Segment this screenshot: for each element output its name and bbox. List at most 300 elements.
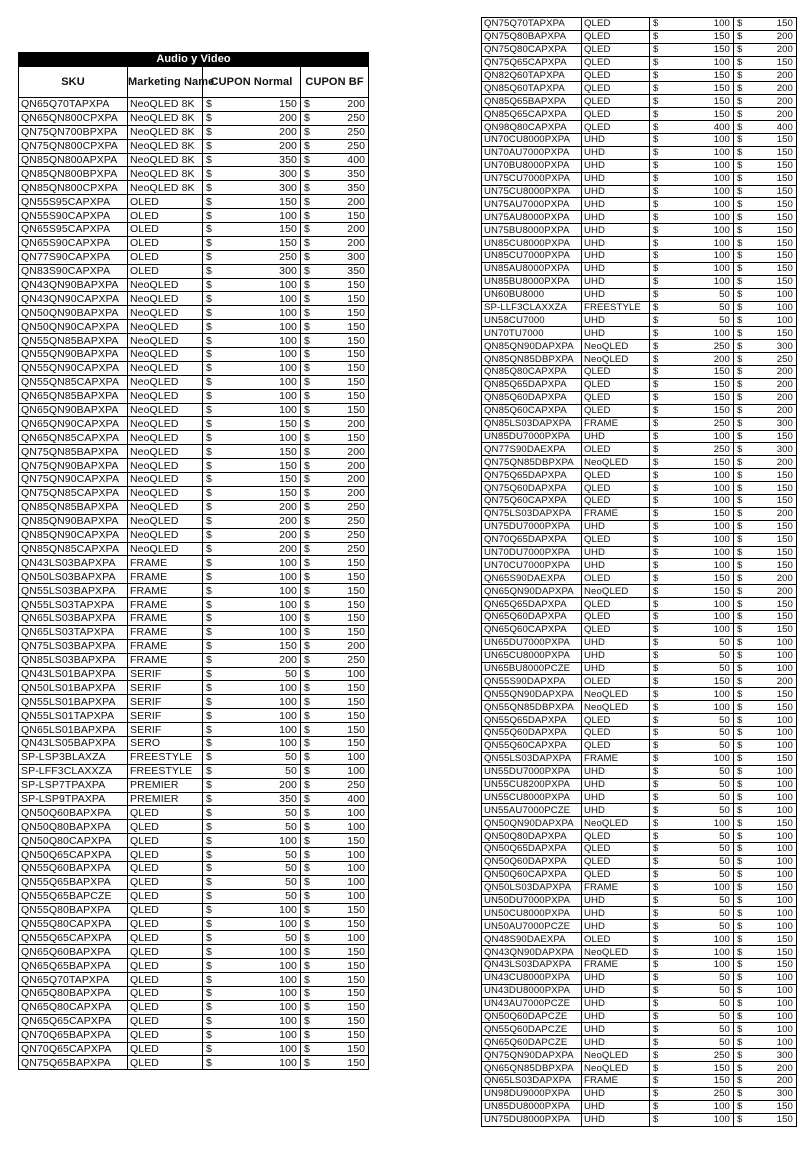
- currency-symbol: $: [734, 881, 752, 894]
- marketing-name-cell: QLED: [582, 82, 650, 95]
- sku-cell: QN83S90CAPXPA: [19, 264, 128, 278]
- marketing-name-cell: UHD: [582, 211, 650, 224]
- sku-cell: QN65LS01BAPXPA: [19, 723, 128, 737]
- cupon-bf-cell: 150: [752, 1113, 797, 1126]
- cupon-normal-cell: 200: [221, 139, 301, 153]
- currency-symbol: $: [650, 18, 668, 31]
- cupon-bf-cell: 200: [752, 30, 797, 43]
- cupon-normal-cell: 100: [668, 1100, 734, 1113]
- marketing-name-cell: NeoQLED: [582, 353, 650, 366]
- currency-symbol: $: [301, 417, 319, 431]
- table-row: [482, 18, 797, 31]
- sku-cell: UN75AU8000PXPA: [482, 211, 582, 224]
- currency-symbol: $: [650, 791, 668, 804]
- marketing-name-cell: NeoQLED: [128, 278, 203, 292]
- table-row: [482, 817, 797, 830]
- cupon-normal-cell: 50: [668, 971, 734, 984]
- cupon-bf-cell: 150: [752, 56, 797, 69]
- cupon-bf-cell: 100: [752, 288, 797, 301]
- sku-cell: SP-LSP3BLAXZA: [19, 750, 128, 764]
- currency-symbol: $: [203, 223, 221, 237]
- currency-symbol: $: [734, 1075, 752, 1088]
- sku-cell: QN85LS03DAPXPA: [482, 417, 582, 430]
- currency-symbol: $: [650, 82, 668, 95]
- currency-symbol: $: [650, 1023, 668, 1036]
- marketing-name-cell: SERIF: [128, 681, 203, 695]
- currency-symbol: $: [203, 264, 221, 278]
- marketing-name-cell: FRAME: [128, 584, 203, 598]
- currency-symbol: $: [203, 834, 221, 848]
- sku-cell: UN65CU8000PXPA: [482, 649, 582, 662]
- currency-symbol: $: [203, 486, 221, 500]
- currency-symbol: $: [203, 320, 221, 334]
- currency-symbol: $: [650, 146, 668, 159]
- cupon-bf-cell: 150: [752, 237, 797, 250]
- marketing-name-cell: NeoQLED: [582, 456, 650, 469]
- table-row: [19, 320, 369, 334]
- marketing-name-cell: UHD: [582, 288, 650, 301]
- currency-symbol: $: [301, 584, 319, 598]
- cupon-normal-cell: 100: [668, 559, 734, 572]
- marketing-name-cell: OLED: [128, 264, 203, 278]
- cupon-bf-cell: 300: [752, 443, 797, 456]
- currency-symbol: $: [650, 933, 668, 946]
- marketing-name-cell: FRAME: [582, 752, 650, 765]
- cupon-normal-cell: 50: [668, 1036, 734, 1049]
- sku-cell: QN85LS03BAPXPA: [19, 653, 128, 667]
- cupon-bf-cell: 150: [752, 959, 797, 972]
- currency-symbol: $: [734, 649, 752, 662]
- currency-symbol: $: [650, 959, 668, 972]
- marketing-name-cell: UHD: [582, 1036, 650, 1049]
- cupon-bf-cell: 250: [319, 528, 369, 542]
- marketing-name-cell: FRAME: [128, 598, 203, 612]
- currency-symbol: $: [301, 1028, 319, 1042]
- marketing-name-cell: NeoQLED: [128, 306, 203, 320]
- cupon-bf-cell: 150: [319, 987, 369, 1001]
- marketing-name-cell: UHD: [582, 907, 650, 920]
- cupon-bf-cell: 150: [319, 917, 369, 931]
- marketing-name-cell: QLED: [582, 43, 650, 56]
- marketing-name-cell: FRAME: [582, 417, 650, 430]
- marketing-name-cell: NeoQLED 8K: [128, 98, 203, 112]
- cupon-normal-cell: 300: [221, 181, 301, 195]
- table-row: [482, 404, 797, 417]
- currency-symbol: $: [301, 320, 319, 334]
- currency-symbol: $: [203, 639, 221, 653]
- currency-symbol: $: [203, 98, 221, 112]
- sku-cell: QN65Q65CAPXPA: [19, 1014, 128, 1028]
- cupon-bf-cell: 300: [752, 417, 797, 430]
- cupon-normal-cell: 150: [221, 459, 301, 473]
- currency-symbol: $: [203, 139, 221, 153]
- currency-symbol: $: [203, 973, 221, 987]
- cupon-normal-cell: 100: [221, 945, 301, 959]
- marketing-name-cell: NeoQLED 8K: [128, 153, 203, 167]
- sku-cell: UN43CU8000PXPA: [482, 971, 582, 984]
- sku-cell: QN70Q65DAPXPA: [482, 533, 582, 546]
- currency-symbol: $: [203, 945, 221, 959]
- table-row: [19, 695, 369, 709]
- table-row: [482, 649, 797, 662]
- cupon-bf-cell: 100: [752, 726, 797, 739]
- currency-symbol: $: [650, 211, 668, 224]
- sku-cell: QN50Q65DAPXPA: [482, 843, 582, 856]
- currency-symbol: $: [650, 262, 668, 275]
- marketing-name-cell: FRAME: [582, 959, 650, 972]
- table-row: [19, 167, 369, 181]
- currency-symbol: $: [734, 43, 752, 56]
- cupon-bf-cell: 150: [319, 834, 369, 848]
- currency-symbol: $: [734, 30, 752, 43]
- currency-symbol: $: [650, 778, 668, 791]
- table-row: [482, 559, 797, 572]
- marketing-name-cell: NeoQLED: [128, 389, 203, 403]
- currency-symbol: $: [650, 920, 668, 933]
- cupon-normal-cell: 100: [668, 159, 734, 172]
- sku-cell: QN70Q65CAPXPA: [19, 1042, 128, 1056]
- marketing-name-cell: UHD: [582, 1023, 650, 1036]
- sku-cell: QN85Q65CAPXPA: [482, 108, 582, 121]
- currency-symbol: $: [203, 556, 221, 570]
- sku-cell: QN55LS03TAPXPA: [19, 598, 128, 612]
- sku-cell: QN85Q60TAPXPA: [482, 82, 582, 95]
- cupon-bf-cell: 250: [319, 111, 369, 125]
- currency-symbol: $: [650, 121, 668, 134]
- sku-cell: UN50CU8000PXPA: [482, 907, 582, 920]
- header-cupon-bf: CUPON BF: [301, 67, 369, 98]
- sku-cell: QN75Q65DAPXPA: [482, 469, 582, 482]
- header-sku: SKU: [19, 67, 128, 98]
- marketing-name-cell: QLED: [128, 1028, 203, 1042]
- currency-symbol: $: [734, 946, 752, 959]
- sku-cell: UN55AU7000PCZE: [482, 804, 582, 817]
- currency-symbol: $: [203, 695, 221, 709]
- cupon-normal-cell: 50: [221, 764, 301, 778]
- sku-cell: QN65QN90DAPXPA: [482, 585, 582, 598]
- header-marketing-name: Marketing Name: [128, 67, 203, 98]
- sku-cell: SP-LLF3CLAXXZA: [482, 301, 582, 314]
- cupon-normal-cell: 100: [668, 546, 734, 559]
- cupon-normal-cell: 100: [221, 736, 301, 750]
- cupon-bf-cell: 200: [752, 1062, 797, 1075]
- sku-cell: QN82Q60TAPXPA: [482, 69, 582, 82]
- table-row: [482, 456, 797, 469]
- marketing-name-cell: NeoQLED: [582, 817, 650, 830]
- sku-cell: QN75Q60DAPXPA: [482, 482, 582, 495]
- currency-symbol: $: [734, 172, 752, 185]
- cupon-bf-cell: 100: [752, 1010, 797, 1023]
- marketing-name-cell: QLED: [582, 598, 650, 611]
- cupon-normal-cell: 150: [668, 366, 734, 379]
- sku-cell: QN75QN90CAPXPA: [19, 473, 128, 487]
- marketing-name-cell: UHD: [582, 765, 650, 778]
- sku-cell: UN75DU8000PXPA: [482, 1113, 582, 1126]
- table-row: [482, 623, 797, 636]
- cupon-normal-cell: 200: [221, 528, 301, 542]
- currency-symbol: $: [734, 1100, 752, 1113]
- cupon-normal-cell: 100: [668, 701, 734, 714]
- currency-symbol: $: [734, 830, 752, 843]
- cupon-normal-cell: 100: [221, 625, 301, 639]
- table-row: [482, 469, 797, 482]
- currency-symbol: $: [650, 726, 668, 739]
- cupon-bf-cell: 100: [752, 301, 797, 314]
- marketing-name-cell: NeoQLED: [582, 1049, 650, 1062]
- currency-symbol: $: [650, 868, 668, 881]
- currency-symbol: $: [301, 653, 319, 667]
- sku-cell: UN85CU8000PXPA: [482, 237, 582, 250]
- sku-cell: QN75QN85BAPXPA: [19, 445, 128, 459]
- currency-symbol: $: [301, 111, 319, 125]
- currency-symbol: $: [650, 134, 668, 147]
- cupon-normal-cell: 100: [668, 172, 734, 185]
- currency-symbol: $: [650, 275, 668, 288]
- cupon-bf-cell: 100: [752, 830, 797, 843]
- sku-cell: QN65S90CAPXPA: [19, 236, 128, 250]
- marketing-name-cell: UHD: [582, 984, 650, 997]
- sku-cell: UN55CU8200PXPA: [482, 778, 582, 791]
- marketing-name-cell: UHD: [582, 1010, 650, 1023]
- table-row: [19, 959, 369, 973]
- coupon-table-left: [18, 52, 369, 1070]
- cupon-normal-cell: 100: [221, 1014, 301, 1028]
- currency-symbol: $: [650, 997, 668, 1010]
- currency-symbol: $: [734, 636, 752, 649]
- currency-symbol: $: [734, 507, 752, 520]
- cupon-bf-cell: 100: [319, 820, 369, 834]
- cupon-normal-cell: 400: [668, 121, 734, 134]
- table-row: [19, 223, 369, 237]
- currency-symbol: $: [301, 445, 319, 459]
- currency-symbol: $: [301, 792, 319, 806]
- currency-symbol: $: [734, 146, 752, 159]
- table-row: [482, 159, 797, 172]
- cupon-bf-cell: 350: [319, 181, 369, 195]
- cupon-bf-cell: 100: [752, 971, 797, 984]
- sku-cell: QN85Q60DAPXPA: [482, 391, 582, 404]
- table-row: [19, 292, 369, 306]
- cupon-normal-cell: 50: [668, 726, 734, 739]
- cupon-bf-cell: 100: [752, 662, 797, 675]
- currency-symbol: $: [734, 933, 752, 946]
- table-row: [482, 868, 797, 881]
- currency-symbol: $: [301, 1056, 319, 1070]
- cupon-normal-cell: 100: [668, 211, 734, 224]
- table-row: [19, 348, 369, 362]
- marketing-name-cell: UHD: [582, 159, 650, 172]
- cupon-normal-cell: 100: [668, 752, 734, 765]
- cupon-bf-cell: 150: [319, 320, 369, 334]
- marketing-name-cell: OLED: [582, 933, 650, 946]
- cupon-normal-cell: 50: [668, 1023, 734, 1036]
- table-row: [19, 584, 369, 598]
- marketing-name-cell: NeoQLED: [582, 1062, 650, 1075]
- currency-symbol: $: [301, 695, 319, 709]
- cupon-normal-cell: 150: [221, 486, 301, 500]
- sku-cell: UN50AU7000PCZE: [482, 920, 582, 933]
- marketing-name-cell: QLED: [128, 861, 203, 875]
- sku-cell: QN85QN85CAPXPA: [19, 542, 128, 556]
- currency-symbol: $: [734, 211, 752, 224]
- currency-symbol: $: [734, 18, 752, 31]
- table-row: [19, 889, 369, 903]
- table-row: [19, 903, 369, 917]
- cupon-bf-cell: 150: [319, 945, 369, 959]
- cupon-bf-cell: 400: [319, 792, 369, 806]
- currency-symbol: $: [301, 945, 319, 959]
- currency-symbol: $: [203, 917, 221, 931]
- marketing-name-cell: FRAME: [128, 556, 203, 570]
- table-row: [482, 1049, 797, 1062]
- sku-cell: QN85QN800APXPA: [19, 153, 128, 167]
- cupon-bf-cell: 250: [319, 778, 369, 792]
- currency-symbol: $: [650, 662, 668, 675]
- cupon-bf-cell: 150: [319, 1014, 369, 1028]
- cupon-bf-cell: 200: [752, 391, 797, 404]
- table-row: [482, 482, 797, 495]
- cupon-normal-cell: 100: [221, 1056, 301, 1070]
- table-row: [19, 750, 369, 764]
- currency-symbol: $: [650, 649, 668, 662]
- currency-symbol: $: [203, 723, 221, 737]
- cupon-normal-cell: 150: [668, 391, 734, 404]
- cupon-bf-cell: 200: [752, 1075, 797, 1088]
- table-row: [482, 598, 797, 611]
- table-row: [482, 1010, 797, 1023]
- cupon-normal-cell: 100: [668, 598, 734, 611]
- sku-cell: QN50LS03BAPXPA: [19, 570, 128, 584]
- table-row: [19, 528, 369, 542]
- currency-symbol: $: [734, 482, 752, 495]
- marketing-name-cell: QLED: [582, 610, 650, 623]
- table-row: [482, 262, 797, 275]
- currency-symbol: $: [650, 701, 668, 714]
- currency-symbol: $: [203, 403, 221, 417]
- cupon-normal-cell: 200: [221, 111, 301, 125]
- currency-symbol: $: [203, 209, 221, 223]
- sku-cell: QN55QN85DBPXPA: [482, 701, 582, 714]
- currency-symbol: $: [301, 98, 319, 112]
- table-row: [19, 195, 369, 209]
- currency-symbol: $: [650, 843, 668, 856]
- table-row: [482, 95, 797, 108]
- currency-symbol: $: [301, 861, 319, 875]
- currency-symbol: $: [203, 417, 221, 431]
- currency-symbol: $: [650, 559, 668, 572]
- cupon-bf-cell: 150: [319, 736, 369, 750]
- marketing-name-cell: NeoQLED: [128, 361, 203, 375]
- currency-symbol: $: [734, 675, 752, 688]
- cupon-normal-cell: 300: [221, 264, 301, 278]
- cupon-normal-cell: 50: [668, 778, 734, 791]
- sku-cell: UN75CU8000PXPA: [482, 185, 582, 198]
- sku-cell: QN50Q80CAPXPA: [19, 834, 128, 848]
- cupon-bf-cell: 150: [752, 275, 797, 288]
- marketing-name-cell: FREESTYLE: [128, 750, 203, 764]
- marketing-name-cell: OLED: [128, 250, 203, 264]
- currency-symbol: $: [734, 907, 752, 920]
- currency-symbol: $: [301, 778, 319, 792]
- currency-symbol: $: [301, 306, 319, 320]
- cupon-normal-cell: 100: [221, 375, 301, 389]
- cupon-bf-cell: 100: [752, 1036, 797, 1049]
- currency-symbol: $: [203, 195, 221, 209]
- sku-cell: QN75Q80BAPXPA: [482, 30, 582, 43]
- cupon-bf-cell: 150: [752, 623, 797, 636]
- marketing-name-cell: SERIF: [128, 667, 203, 681]
- table-row: [482, 971, 797, 984]
- cupon-bf-cell: 150: [319, 903, 369, 917]
- currency-symbol: $: [650, 469, 668, 482]
- currency-symbol: $: [650, 533, 668, 546]
- currency-symbol: $: [203, 709, 221, 723]
- currency-symbol: $: [734, 714, 752, 727]
- cupon-bf-cell: 150: [752, 933, 797, 946]
- currency-symbol: $: [650, 185, 668, 198]
- cupon-bf-cell: 250: [319, 514, 369, 528]
- sku-cell: UN58CU7000: [482, 314, 582, 327]
- marketing-name-cell: OLED: [128, 195, 203, 209]
- sku-cell: QN50Q65CAPXPA: [19, 848, 128, 862]
- sku-cell: QN50LS01BAPXPA: [19, 681, 128, 695]
- cupon-normal-cell: 100: [221, 959, 301, 973]
- cupon-normal-cell: 100: [668, 610, 734, 623]
- table-row: [19, 639, 369, 653]
- table-row: [19, 848, 369, 862]
- table-row: [482, 636, 797, 649]
- cupon-normal-cell: 100: [221, 278, 301, 292]
- table-row: [482, 327, 797, 340]
- currency-symbol: $: [203, 292, 221, 306]
- currency-symbol: $: [301, 681, 319, 695]
- marketing-name-cell: UHD: [582, 327, 650, 340]
- currency-symbol: $: [650, 456, 668, 469]
- cupon-normal-cell: 100: [668, 533, 734, 546]
- currency-symbol: $: [650, 984, 668, 997]
- table-row: [482, 701, 797, 714]
- cupon-bf-cell: 200: [752, 572, 797, 585]
- currency-symbol: $: [301, 973, 319, 987]
- cupon-normal-cell: 100: [221, 1000, 301, 1014]
- table-row: [19, 403, 369, 417]
- cupon-normal-cell: 50: [668, 907, 734, 920]
- table-row: [482, 69, 797, 82]
- sku-cell: UN70AU7000PXPA: [482, 146, 582, 159]
- cupon-bf-cell: 150: [319, 375, 369, 389]
- cupon-bf-cell: 200: [752, 456, 797, 469]
- cupon-normal-cell: 100: [221, 556, 301, 570]
- sku-cell: QN55QN90DAPXPA: [482, 688, 582, 701]
- cupon-normal-cell: 50: [221, 875, 301, 889]
- table-row: [19, 917, 369, 931]
- cupon-normal-cell: 100: [221, 987, 301, 1001]
- sku-cell: QN70Q65BAPXPA: [19, 1028, 128, 1042]
- currency-symbol: $: [734, 533, 752, 546]
- currency-symbol: $: [203, 375, 221, 389]
- currency-symbol: $: [734, 984, 752, 997]
- cupon-normal-cell: 100: [221, 389, 301, 403]
- sku-cell: QN75Q70TAPXPA: [482, 18, 582, 31]
- table-row: [482, 275, 797, 288]
- cupon-normal-cell: 100: [668, 185, 734, 198]
- sku-cell: QN55Q65CAPXPA: [19, 931, 128, 945]
- currency-symbol: $: [301, 903, 319, 917]
- currency-symbol: $: [650, 971, 668, 984]
- sku-cell: QN65Q70TAPXPA: [19, 98, 128, 112]
- currency-symbol: $: [301, 264, 319, 278]
- marketing-name-cell: QLED: [582, 533, 650, 546]
